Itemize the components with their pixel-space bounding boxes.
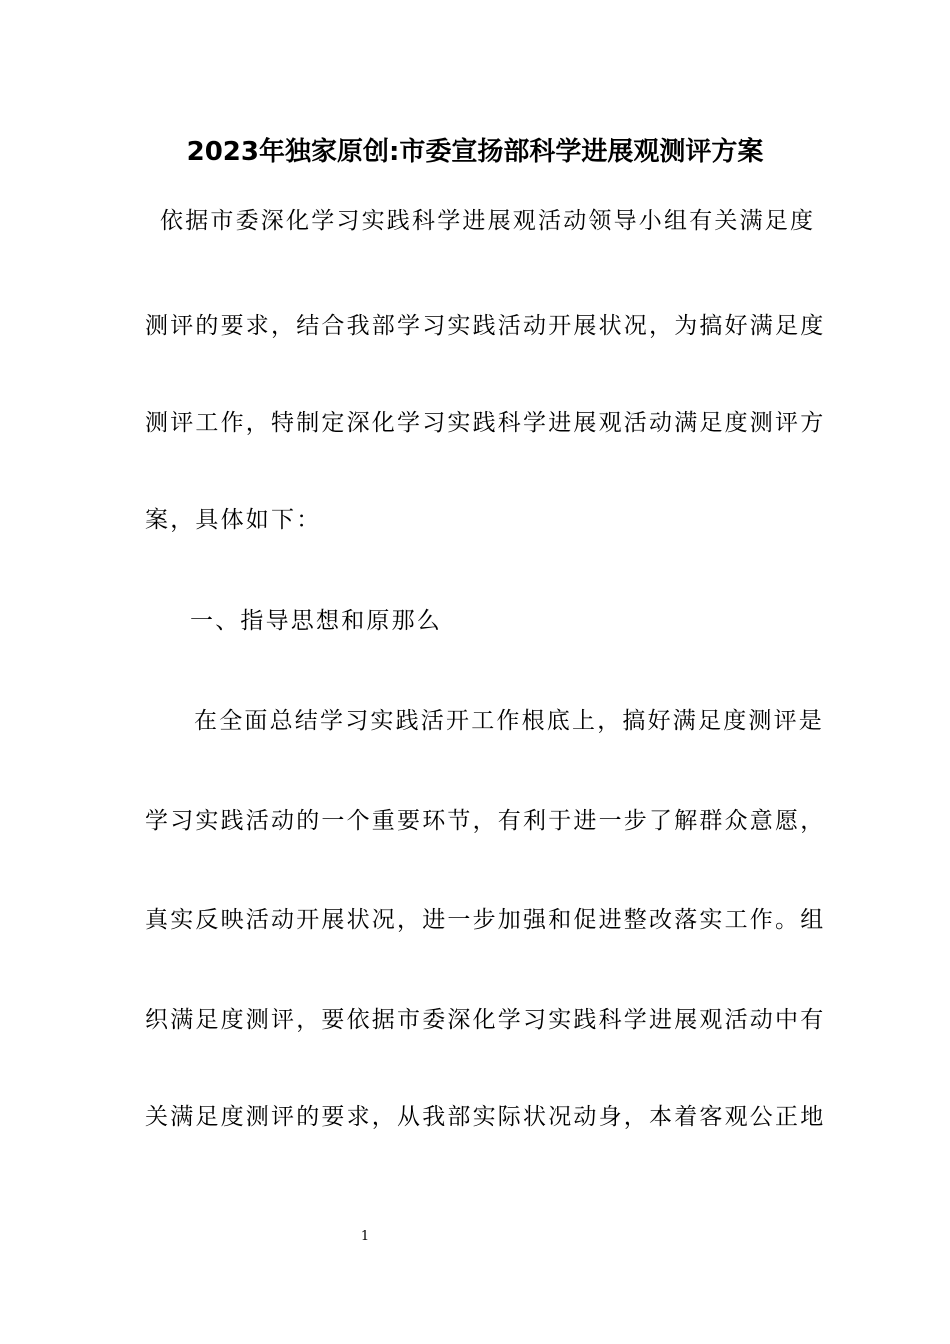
body-line: 依据市委深化学习实践科学进展观活动领导小组有关满足度	[160, 208, 816, 234]
body-line: 织满足度测评，要依据市委深化学习实践科学进展观活动中有	[145, 1007, 826, 1033]
body-line: 测评工作，特制定深化学习实践科学进展观活动满足度测评方	[145, 410, 826, 436]
body-line: 案，具体如下：	[145, 507, 322, 533]
body-line: 在全面总结学习实践活开工作根底上，搞好满足度测评是	[194, 708, 824, 734]
document-title: 2023年独家原创:市委宣扬部科学进展观测评方案	[186, 137, 764, 167]
body-line: 测评的要求，结合我部学习实践活动开展状况，为搞好满足度	[145, 313, 826, 339]
body-line: 学习实践活动的一个重要环节，有利于进一步了解群众意愿，	[145, 808, 826, 834]
section-heading: 一、指导思想和原那么	[190, 608, 442, 634]
body-line: 真实反映活动开展状况，进一步加强和促进整改落实工作。组	[145, 907, 826, 933]
body-line: 关满足度测评的要求，从我部实际状况动身，本着客观公正地	[145, 1104, 826, 1130]
page-number: 1	[360, 1229, 370, 1244]
